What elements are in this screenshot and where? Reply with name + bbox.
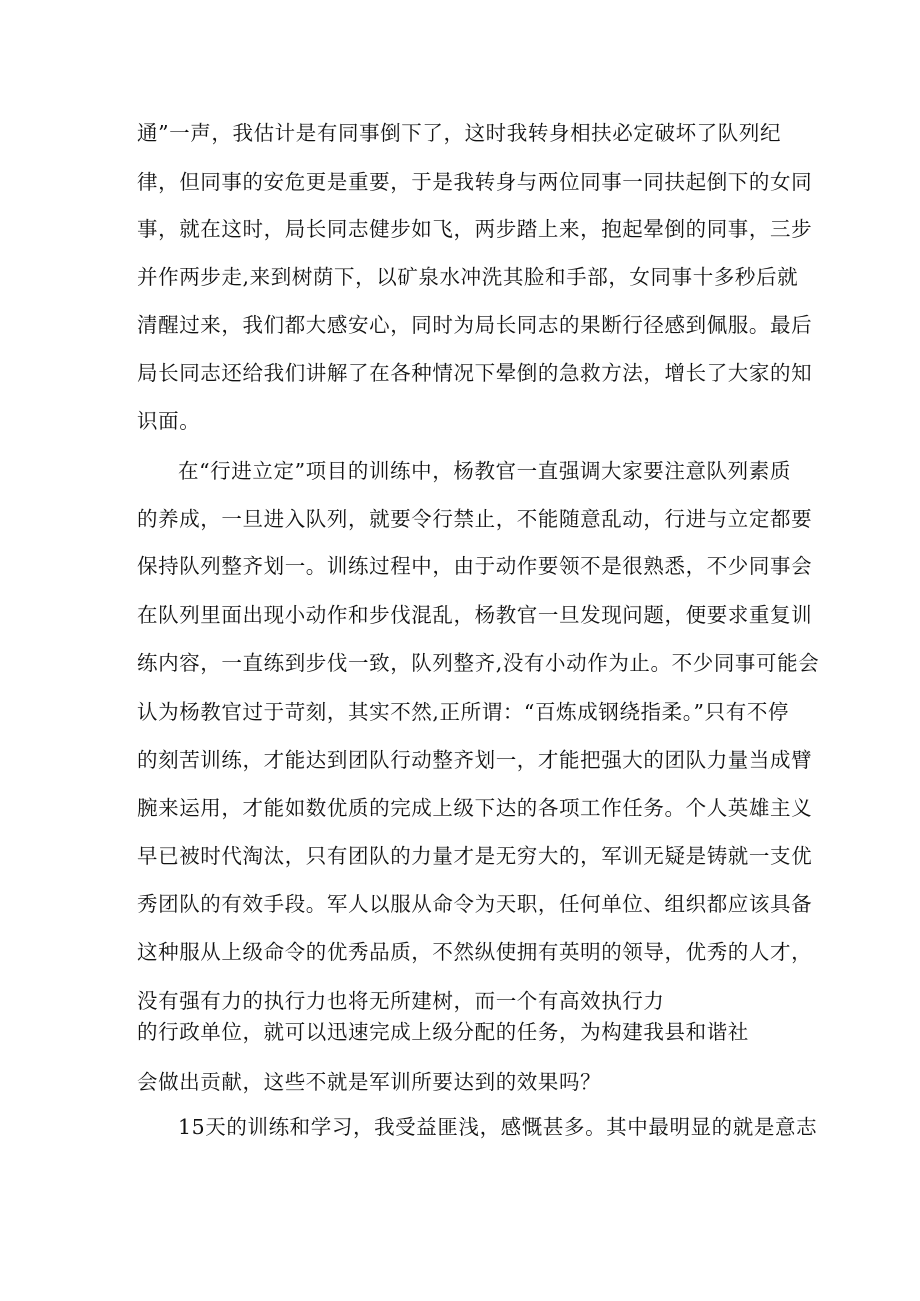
- text-line: 识面。: [137, 409, 201, 433]
- text-line: 的养成，一旦进入队列，就要令行禁止，不能随意乱动，行进与立定都要: [137, 507, 813, 531]
- text-line: 并作两步走,来到树荫下，以矿泉水冲洗其脸和手部，女同事十多秒后就: [137, 265, 799, 289]
- text-line: 的刻苦训练，才能达到团队行动整齐划一，才能把强大的团队力量当成臂: [137, 748, 813, 772]
- text-line: 律，但同事的安危更是重要，于是我转身与两位同事一同扶起倒下的女同: [137, 170, 813, 194]
- text-line: 这种服从上级命令的优秀品质，不然纵使拥有英明的领导，优秀的人才，: [137, 940, 813, 964]
- text-line: 会做出贡献，这些不就是军训所要达到的效果吗？: [137, 1070, 602, 1094]
- text-line: 局长同志还给我们讲解了在各种情况下晕倒的急救方法，增长了大家的知: [137, 361, 813, 385]
- text-line: 秀团队的有效手段。军人以服从命令为天职，任何单位、组织都应该具备: [137, 892, 813, 916]
- text-line: 的行政单位，就可以迅速完成上级分配的任务，为构建我县和谐社: [137, 1020, 749, 1044]
- text-line: 通”一声，我估计是有同事倒下了，这时我转身相扶必定破坏了队列纪: [137, 121, 782, 145]
- text-line: 保持队列整齐划一。训练过程中，由于动作要领不是很熟悉，不少同事会: [137, 554, 813, 578]
- text-line: 在队列里面出现小动作和步伐混乱，杨教官一旦发现问题，便要求重复训: [137, 603, 813, 627]
- paragraph-first-line: 15天的训练和学习，我受益匪浅，感慨甚多。其中最明显的就是意志: [178, 1115, 818, 1139]
- text-line: 事，就在这时，局长同志健步如飞，两步踏上来，抱起晕倒的同事，三步: [137, 217, 813, 241]
- text-line: 没有强有力的执行力也将无所建树，而一个有高效执行力: [137, 989, 665, 1013]
- paragraph-first-line: 在“行进立定”项目的训练中，杨教官一直强调大家要注意队列素质: [178, 459, 791, 483]
- text-line: 早已被时代淘汰，只有团队的力量才是无穷大的，军训无疑是铸就一支优: [137, 844, 813, 868]
- text-line: 腕来运用，才能如数优质的完成上级下达的各项工作任务。个人英雄主义: [137, 796, 813, 820]
- text-line: 清醒过来，我们都大感安心，同时为局长同志的果断行径感到佩服。最后: [137, 313, 813, 337]
- text-line: 认为杨教官过于苛刻，其实不然,正所谓：“百炼成钢绕指柔。”只有不停: [137, 700, 790, 724]
- text-line: 练内容，一直练到步伐一致，队列整齐,没有小动作为止。不少同事可能会: [137, 651, 820, 675]
